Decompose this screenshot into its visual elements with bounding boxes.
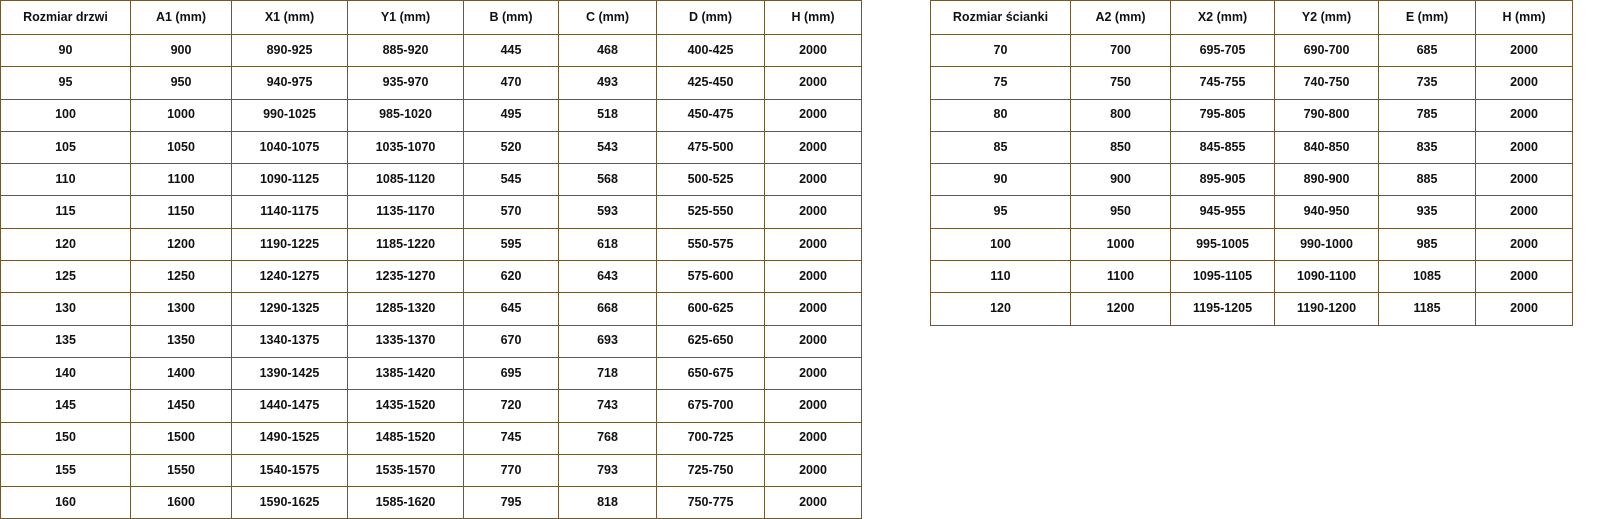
table-cell: 2000 [1476, 35, 1573, 67]
table-cell: 1240-1275 [232, 261, 348, 293]
doors-column-header: H (mm) [765, 1, 862, 35]
table-row [1, 164, 862, 196]
table-cell: 70 [931, 35, 1071, 67]
table-cell: 493 [559, 67, 657, 99]
table-cell: 718 [559, 357, 657, 389]
table-row [1, 357, 862, 389]
table-cell: 1090-1125 [232, 164, 348, 196]
table-cell: 468 [559, 35, 657, 67]
table-cell: 400-425 [657, 35, 765, 67]
table-cell: 745-755 [1171, 67, 1275, 99]
walls-column-header: A2 (mm) [1071, 1, 1171, 35]
table-cell: 1250 [131, 261, 232, 293]
table-cell: 1340-1375 [232, 325, 348, 357]
table-cell: 620 [464, 261, 559, 293]
table-cell: 110 [1, 164, 131, 196]
table-cell: 840-850 [1275, 131, 1379, 163]
table-cell: 150 [1, 422, 131, 454]
table-cell: 645 [464, 293, 559, 325]
walls-specification-table [930, 0, 1573, 326]
table-cell: 1290-1325 [232, 293, 348, 325]
table-row [1, 454, 862, 486]
table-cell: 675-700 [657, 390, 765, 422]
table-cell: 85 [931, 131, 1071, 163]
table-cell: 120 [1, 228, 131, 260]
table-cell: 500-525 [657, 164, 765, 196]
table-cell: 900 [131, 35, 232, 67]
table-cell: 845-855 [1171, 131, 1275, 163]
table-cell: 745 [464, 422, 559, 454]
table-cell: 2000 [765, 164, 862, 196]
table-cell: 1235-1270 [348, 261, 464, 293]
table-row [931, 293, 1573, 325]
doors-table-header-row [1, 1, 862, 35]
table-cell: 940-975 [232, 67, 348, 99]
table-cell: 1140-1175 [232, 196, 348, 228]
table-cell: 110 [931, 261, 1071, 293]
table-cell: 115 [1, 196, 131, 228]
table-cell: 625-650 [657, 325, 765, 357]
table-cell: 2000 [1476, 164, 1573, 196]
table-cell: 2000 [765, 99, 862, 131]
table-row [931, 35, 1573, 67]
walls-column-header: E (mm) [1379, 1, 1476, 35]
table-cell: 543 [559, 131, 657, 163]
table-cell: 160 [1, 487, 131, 519]
table-cell: 130 [1, 293, 131, 325]
table-cell: 725-750 [657, 454, 765, 486]
table-cell: 720 [464, 390, 559, 422]
table-cell: 1000 [1071, 228, 1171, 260]
table-cell: 425-450 [657, 67, 765, 99]
walls-column-header: X2 (mm) [1171, 1, 1275, 35]
table-cell: 135 [1, 325, 131, 357]
table-cell: 568 [559, 164, 657, 196]
table-cell: 2000 [765, 196, 862, 228]
table-cell: 885-920 [348, 35, 464, 67]
table-row [931, 99, 1573, 131]
table-cell: 1100 [131, 164, 232, 196]
table-cell: 1535-1570 [348, 454, 464, 486]
table-cell: 600-625 [657, 293, 765, 325]
table-cell: 145 [1, 390, 131, 422]
table-cell: 1300 [131, 293, 232, 325]
table-cell: 750-775 [657, 487, 765, 519]
table-cell: 2000 [1476, 67, 1573, 99]
table-cell: 1435-1520 [348, 390, 464, 422]
table-cell: 2000 [1476, 196, 1573, 228]
table-cell: 100 [931, 228, 1071, 260]
walls-column-header: H (mm) [1476, 1, 1573, 35]
table-cell: 695-705 [1171, 35, 1275, 67]
table-cell: 1185 [1379, 293, 1476, 325]
table-row [1, 325, 862, 357]
table-cell: 1200 [131, 228, 232, 260]
table-cell: 2000 [765, 325, 862, 357]
table-cell: 1190-1225 [232, 228, 348, 260]
table-cell: 743 [559, 390, 657, 422]
table-row [1, 261, 862, 293]
table-cell: 1050 [131, 131, 232, 163]
table-cell: 1095-1105 [1171, 261, 1275, 293]
walls-table-body [931, 35, 1573, 326]
table-cell: 2000 [1476, 261, 1573, 293]
table-cell: 618 [559, 228, 657, 260]
table-cell: 895-905 [1171, 164, 1275, 196]
table-cell: 1000 [131, 99, 232, 131]
table-cell: 935-970 [348, 67, 464, 99]
table-cell: 1500 [131, 422, 232, 454]
table-cell: 1135-1170 [348, 196, 464, 228]
table-cell: 2000 [765, 35, 862, 67]
table-cell: 475-500 [657, 131, 765, 163]
table-cell: 750 [1071, 67, 1171, 99]
table-cell: 793 [559, 454, 657, 486]
table-cell: 1600 [131, 487, 232, 519]
walls-table-header-row [931, 1, 1573, 35]
table-cell: 735 [1379, 67, 1476, 99]
table-cell: 800 [1071, 99, 1171, 131]
table-cell: 850 [1071, 131, 1171, 163]
table-cell: 470 [464, 67, 559, 99]
table-cell: 2000 [765, 357, 862, 389]
table-cell: 670 [464, 325, 559, 357]
table-row [931, 228, 1573, 260]
table-cell: 790-800 [1275, 99, 1379, 131]
table-cell: 2000 [765, 228, 862, 260]
table-cell: 1385-1420 [348, 357, 464, 389]
table-cell: 700 [1071, 35, 1171, 67]
table-cell: 945-955 [1171, 196, 1275, 228]
table-cell: 1585-1620 [348, 487, 464, 519]
table-cell: 995-1005 [1171, 228, 1275, 260]
table-cell: 935 [1379, 196, 1476, 228]
table-cell: 1100 [1071, 261, 1171, 293]
table-cell: 740-750 [1275, 67, 1379, 99]
table-cell: 2000 [1476, 293, 1573, 325]
table-cell: 768 [559, 422, 657, 454]
table-cell: 770 [464, 454, 559, 486]
table-cell: 595 [464, 228, 559, 260]
table-row [1, 196, 862, 228]
table-cell: 450-475 [657, 99, 765, 131]
walls-table-container [930, 0, 1573, 326]
table-row [1, 422, 862, 454]
table-cell: 125 [1, 261, 131, 293]
table-cell: 445 [464, 35, 559, 67]
table-cell: 100 [1, 99, 131, 131]
table-cell: 650-675 [657, 357, 765, 389]
table-cell: 545 [464, 164, 559, 196]
table-row [1, 67, 862, 99]
table-cell: 495 [464, 99, 559, 131]
table-cell: 1485-1520 [348, 422, 464, 454]
table-cell: 90 [931, 164, 1071, 196]
table-cell: 120 [931, 293, 1071, 325]
table-cell: 1550 [131, 454, 232, 486]
walls-table-head [931, 1, 1573, 35]
table-cell: 643 [559, 261, 657, 293]
table-cell: 950 [1071, 196, 1171, 228]
table-cell: 1285-1320 [348, 293, 464, 325]
table-cell: 1490-1525 [232, 422, 348, 454]
table-cell: 1185-1220 [348, 228, 464, 260]
doors-column-header: C (mm) [559, 1, 657, 35]
table-cell: 1085 [1379, 261, 1476, 293]
table-cell: 990-1000 [1275, 228, 1379, 260]
table-cell: 140 [1, 357, 131, 389]
doors-column-header: A1 (mm) [131, 1, 232, 35]
doors-column-header: B (mm) [464, 1, 559, 35]
table-cell: 835 [1379, 131, 1476, 163]
table-cell: 105 [1, 131, 131, 163]
table-cell: 575-600 [657, 261, 765, 293]
table-cell: 2000 [765, 67, 862, 99]
doors-column-header: Rozmiar drzwi [1, 1, 131, 35]
walls-column-header: Y2 (mm) [1275, 1, 1379, 35]
table-row [1, 293, 862, 325]
table-cell: 2000 [765, 293, 862, 325]
table-cell: 80 [931, 99, 1071, 131]
table-cell: 940-950 [1275, 196, 1379, 228]
table-cell: 1150 [131, 196, 232, 228]
table-cell: 75 [931, 67, 1071, 99]
table-cell: 570 [464, 196, 559, 228]
table-cell: 1440-1475 [232, 390, 348, 422]
table-cell: 1335-1370 [348, 325, 464, 357]
table-cell: 2000 [765, 131, 862, 163]
table-cell: 985-1020 [348, 99, 464, 131]
doors-column-header: Y1 (mm) [348, 1, 464, 35]
table-cell: 818 [559, 487, 657, 519]
table-row [931, 67, 1573, 99]
table-row [1, 131, 862, 163]
table-cell: 1590-1625 [232, 487, 348, 519]
table-cell: 155 [1, 454, 131, 486]
table-cell: 890-900 [1275, 164, 1379, 196]
table-cell: 520 [464, 131, 559, 163]
walls-column-header: Rozmiar ścianki [931, 1, 1071, 35]
table-row [931, 164, 1573, 196]
table-cell: 785 [1379, 99, 1476, 131]
table-cell: 990-1025 [232, 99, 348, 131]
table-cell: 2000 [765, 487, 862, 519]
table-cell: 1085-1120 [348, 164, 464, 196]
table-cell: 2000 [765, 422, 862, 454]
table-cell: 695 [464, 357, 559, 389]
table-cell: 1350 [131, 325, 232, 357]
table-row [1, 35, 862, 67]
doors-table-head [1, 1, 862, 35]
table-cell: 1450 [131, 390, 232, 422]
table-cell: 950 [131, 67, 232, 99]
table-cell: 890-925 [232, 35, 348, 67]
table-row [931, 131, 1573, 163]
table-cell: 885 [1379, 164, 1476, 196]
table-cell: 1195-1205 [1171, 293, 1275, 325]
table-cell: 795 [464, 487, 559, 519]
doors-table-body [1, 35, 862, 519]
table-cell: 1540-1575 [232, 454, 348, 486]
table-cell: 668 [559, 293, 657, 325]
table-cell: 525-550 [657, 196, 765, 228]
table-cell: 593 [559, 196, 657, 228]
table-row [1, 99, 862, 131]
table-row [1, 228, 862, 260]
table-cell: 690-700 [1275, 35, 1379, 67]
table-row [931, 196, 1573, 228]
doors-column-header: D (mm) [657, 1, 765, 35]
table-cell: 2000 [765, 261, 862, 293]
table-cell: 550-575 [657, 228, 765, 260]
table-cell: 2000 [1476, 228, 1573, 260]
table-cell: 2000 [765, 454, 862, 486]
table-cell: 518 [559, 99, 657, 131]
table-row [931, 261, 1573, 293]
table-cell: 95 [931, 196, 1071, 228]
table-cell: 1190-1200 [1275, 293, 1379, 325]
table-cell: 1035-1070 [348, 131, 464, 163]
table-cell: 1200 [1071, 293, 1171, 325]
table-cell: 985 [1379, 228, 1476, 260]
table-cell: 700-725 [657, 422, 765, 454]
doors-column-header: X1 (mm) [232, 1, 348, 35]
table-cell: 90 [1, 35, 131, 67]
table-cell: 2000 [1476, 99, 1573, 131]
table-cell: 1390-1425 [232, 357, 348, 389]
table-cell: 1400 [131, 357, 232, 389]
table-row [1, 487, 862, 519]
table-cell: 693 [559, 325, 657, 357]
table-cell: 900 [1071, 164, 1171, 196]
table-cell: 2000 [1476, 131, 1573, 163]
table-cell: 795-805 [1171, 99, 1275, 131]
table-cell: 95 [1, 67, 131, 99]
table-cell: 1040-1075 [232, 131, 348, 163]
table-cell: 2000 [765, 390, 862, 422]
table-cell: 1090-1100 [1275, 261, 1379, 293]
table-cell: 685 [1379, 35, 1476, 67]
table-row [1, 390, 862, 422]
